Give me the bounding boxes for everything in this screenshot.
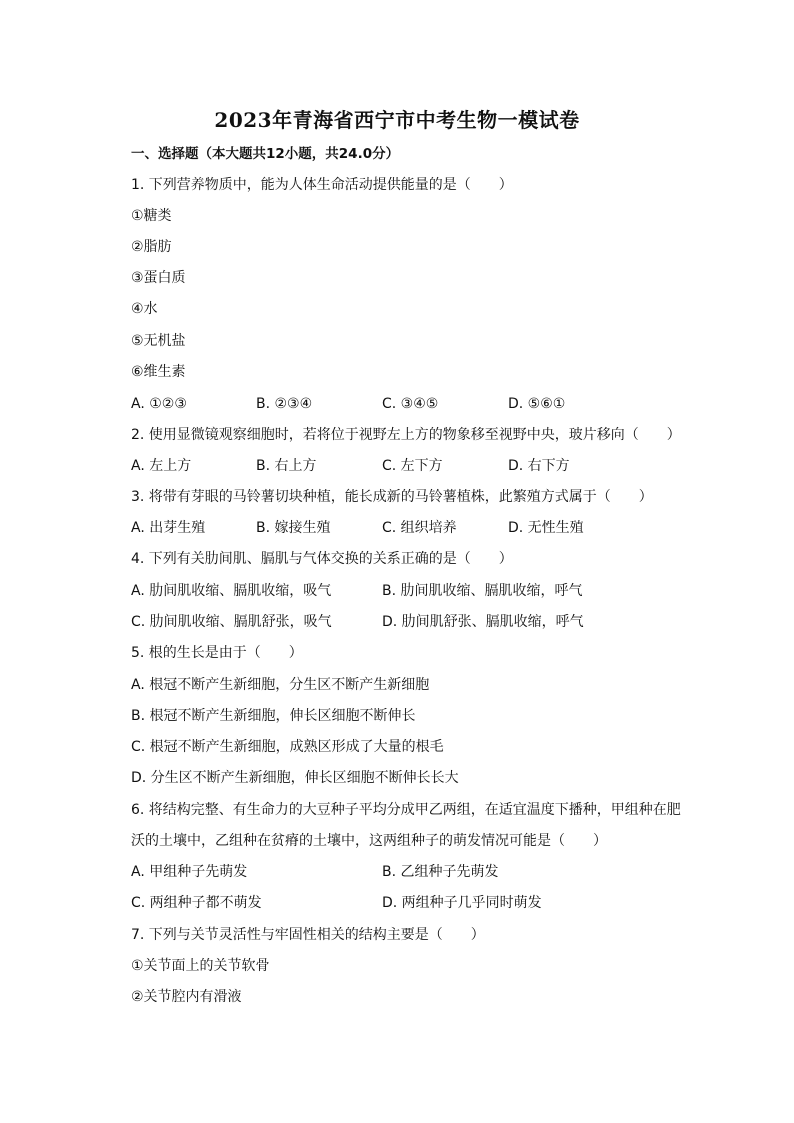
question-1-item: ③蛋白质 xyxy=(131,270,186,286)
question-4-option-a: A. 肋间肌收缩、膈肌收缩，吸气 xyxy=(131,583,332,599)
question-1-option-a: A. ①②③ xyxy=(131,396,187,412)
question-6-stem-line-1: 6. 将结构完整、有生命力的大豆种子平均分成甲乙两组，在适宜温度下播种，甲组种在肥 xyxy=(131,802,681,818)
question-1-item: ⑥维生素 xyxy=(131,364,186,380)
question-3-option-d: D. 无性生殖 xyxy=(508,520,584,536)
question-4-option-d: D. 肋间肌舒张、膈肌收缩，呼气 xyxy=(382,614,584,630)
question-6-option-d: D. 两组种子几乎同时萌发 xyxy=(382,895,542,911)
question-2-option-d: D. 右下方 xyxy=(508,458,570,474)
question-2-option-a: A. 左上方 xyxy=(131,458,192,474)
question-5-stem: 5. 根的生长是由于（ ） xyxy=(131,645,303,661)
question-1-item: ⑤无机盐 xyxy=(131,333,186,349)
question-7-item: ②关节腔内有滑液 xyxy=(131,989,242,1005)
section-heading: 一、选择题（本大题共12小题，共24.0分） xyxy=(131,146,400,162)
question-2-stem: 2. 使用显微镜观察细胞时，若将位于视野左上方的物象移至视野中央，玻片移向（ ） xyxy=(131,427,681,443)
question-1-item: ①糖类 xyxy=(131,208,172,224)
question-1-option-b: B. ②③④ xyxy=(256,396,313,412)
page-title: 2023年青海省西宁市中考生物一模试卷 xyxy=(214,108,580,132)
question-4-option-b: B. 肋间肌收缩、膈肌收缩，呼气 xyxy=(382,583,583,599)
question-2-option-c: C. 左下方 xyxy=(382,458,443,474)
question-6-option-a: A. 甲组种子先萌发 xyxy=(131,864,248,880)
question-1-item: ②脂肪 xyxy=(131,239,172,255)
question-5-option-c: C. 根冠不断产生新细胞，成熟区形成了大量的根毛 xyxy=(131,739,444,755)
question-3-option-b: B. 嫁接生殖 xyxy=(256,520,331,536)
question-4-stem: 4. 下列有关肋间肌、膈肌与气体交换的关系正确的是（ ） xyxy=(131,551,513,567)
question-3-stem: 3. 将带有芽眼的马铃薯切块种植，能长成新的马铃薯植株，此繁殖方式属于（ ） xyxy=(131,489,653,505)
question-5-option-d: D. 分生区不断产生新细胞，伸长区细胞不断伸长长大 xyxy=(131,770,459,786)
question-7-item: ①关节面上的关节软骨 xyxy=(131,958,270,974)
question-2-option-b: B. 右上方 xyxy=(256,458,317,474)
question-5-option-b: B. 根冠不断产生新细胞，伸长区细胞不断伸长 xyxy=(131,708,416,724)
question-1-option-c: C. ③④⑤ xyxy=(382,396,439,412)
question-1-item: ④水 xyxy=(131,301,158,317)
question-3-option-a: A. 出芽生殖 xyxy=(131,520,206,536)
question-6-option-b: B. 乙组种子先萌发 xyxy=(382,864,499,880)
question-6-stem-line-2: 沃的土壤中，乙组种在贫瘠的土壤中，这两组种子的萌发情况可能是（ ） xyxy=(131,833,607,849)
question-6-option-c: C. 两组种子都不萌发 xyxy=(131,895,262,911)
question-5-option-a: A. 根冠不断产生新细胞，分生区不断产生新细胞 xyxy=(131,677,430,693)
question-1-stem: 1. 下列营养物质中，能为人体生命活动提供能量的是（ ） xyxy=(131,177,513,193)
question-7-stem: 7. 下列与关节灵活性与牢固性相关的结构主要是（ ） xyxy=(131,927,485,943)
question-1-option-d: D. ⑤⑥① xyxy=(508,396,566,412)
question-4-option-c: C. 肋间肌收缩、膈肌舒张，吸气 xyxy=(131,614,332,630)
question-3-option-c: C. 组织培养 xyxy=(382,520,457,536)
